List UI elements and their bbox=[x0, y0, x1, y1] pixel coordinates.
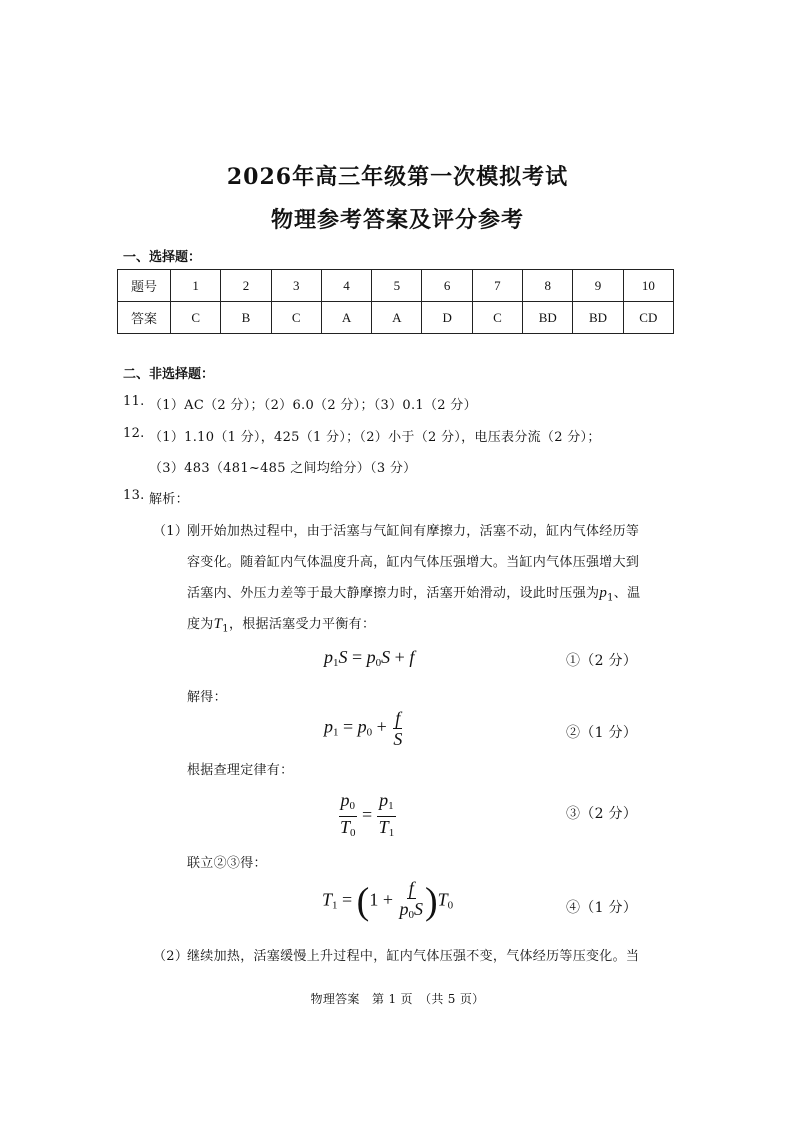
paragraph-text: 、温 bbox=[613, 586, 641, 601]
answer-cell: BD bbox=[573, 302, 623, 334]
equation-1: $p_1S = p_0S + f$ bbox=[324, 647, 415, 669]
paragraph-line bbox=[187, 613, 375, 635]
equation-1-score: ①（2 分） bbox=[566, 653, 638, 669]
part1-mark: （1） bbox=[153, 524, 189, 539]
page-subtitle: 物理参考答案及评分参考 bbox=[270, 207, 524, 233]
equation-2: $p_1 = p_0$ + $\frac{f}{S}$ bbox=[324, 708, 403, 749]
symbol-t: T bbox=[213, 616, 223, 632]
answer-cell: C bbox=[472, 302, 522, 334]
paragraph-text: 活塞内、外压力差等于最大静摩擦力时，活塞开始滑动，设此时压强为 bbox=[187, 586, 600, 601]
symbol-p: p bbox=[599, 585, 608, 601]
question-number-cell: 3 bbox=[271, 270, 321, 302]
symbol-subscript: 1 bbox=[222, 623, 229, 635]
part2-mark: （2） bbox=[153, 949, 189, 964]
combine-label: 联立②③得： bbox=[187, 856, 267, 871]
page-title: 2026年高三年级第一次模拟考试 bbox=[226, 164, 569, 190]
section-one-heading: 一、选择题： bbox=[123, 250, 202, 265]
question-number-cell: 9 bbox=[573, 270, 623, 302]
equation-3-score: ③（2 分） bbox=[566, 806, 638, 822]
question-number-cell: 5 bbox=[372, 270, 422, 302]
equation-2-score: ②（1 分） bbox=[566, 725, 638, 741]
q13-number: 13. bbox=[123, 488, 145, 503]
answer-table bbox=[117, 269, 674, 334]
answer-cell: C bbox=[171, 302, 221, 334]
q12-number: 12. bbox=[123, 426, 145, 441]
question-number-cell: 8 bbox=[523, 270, 573, 302]
table-header-cell: 题号 bbox=[118, 270, 171, 302]
equation-4-score: ④（1 分） bbox=[566, 900, 638, 916]
answer-cell: D bbox=[422, 302, 472, 334]
answer-cell: A bbox=[372, 302, 422, 334]
q11-number: 11. bbox=[123, 394, 145, 409]
q13-label: 解析： bbox=[149, 492, 189, 507]
q12-answer-line1: （1）1.10（1 分），425（1 分）；（2）小于（2 分），电压表分流（2 分）； bbox=[149, 430, 601, 445]
equation-4: $T_1 = (1$ + $\frac{f}{p_0S}$ )$T_0$ bbox=[322, 878, 454, 923]
question-number-cell: 10 bbox=[623, 270, 673, 302]
answer-cell: CD bbox=[623, 302, 673, 334]
paragraph-text: ，根据活塞受力平衡有： bbox=[228, 617, 376, 632]
paragraph-line: 继续加热，活塞缓慢上升过程中，缸内气体压强不变，气体经历等压变化。当 bbox=[187, 949, 640, 964]
equation-3: $\frac{p_0}{T_0}$ = $\frac{p_1}{T_1}$ bbox=[340, 790, 395, 839]
answer-cell: B bbox=[221, 302, 271, 334]
section-two-heading: 二、非选择题： bbox=[123, 367, 215, 382]
question-number-cell: 4 bbox=[321, 270, 371, 302]
question-number-cell: 7 bbox=[472, 270, 522, 302]
q11-answer: （1）AC（2 分）；（2）6.0（2 分）；（3）0.1（2 分） bbox=[149, 398, 477, 413]
paragraph-text: 度为 bbox=[187, 617, 214, 632]
question-number-cell: 6 bbox=[422, 270, 472, 302]
table-header-cell: 答案 bbox=[118, 302, 171, 334]
paragraph-line: 容变化。随着缸内气体温度升高，缸内气体压强增大。当缸内气体压强增大到 bbox=[187, 555, 640, 570]
q12-answer-line2: （3）483（481~485 之间均给分）（3 分） bbox=[149, 461, 417, 476]
paragraph-line: 刚开始加热过程中，由于活塞与气缸间有摩擦力，活塞不动，缸内气体经历等 bbox=[187, 524, 640, 539]
table-row-answers bbox=[118, 302, 674, 334]
symbol-subscript: 1 bbox=[607, 592, 614, 604]
question-number-cell: 1 bbox=[171, 270, 221, 302]
charles-law-label: 根据查理定律有： bbox=[187, 763, 294, 778]
solve-label: 解得： bbox=[187, 690, 227, 705]
answer-cell: A bbox=[321, 302, 371, 334]
table-row-numbers bbox=[118, 270, 674, 302]
answer-cell: C bbox=[271, 302, 321, 334]
question-number-cell: 2 bbox=[221, 270, 271, 302]
page-footer: 物理答案 第 1 页 （共 5 页） bbox=[310, 992, 485, 1006]
paragraph-line bbox=[187, 582, 640, 604]
answer-cell: BD bbox=[523, 302, 573, 334]
